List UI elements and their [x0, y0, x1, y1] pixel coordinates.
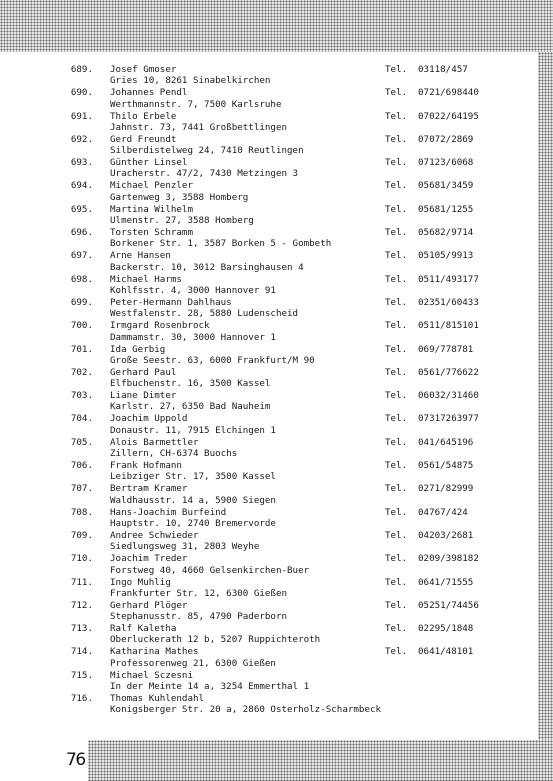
entry-phone	[385, 367, 479, 378]
entry-name: Torsten Schramm	[110, 227, 193, 239]
phone-label: Tel.	[385, 460, 408, 472]
entry-phone	[385, 553, 479, 564]
phone-number: 02351/60433	[418, 296, 479, 308]
entry-name: Ida Gerbig	[110, 343, 166, 355]
entry-address: Elfbuchenstr. 16, 3500 Kassel	[110, 378, 271, 390]
phone-label: Tel.	[385, 250, 408, 262]
entry-number: 706.	[70, 460, 93, 472]
entry-number: 701.	[70, 343, 93, 355]
entry-number: 714.	[70, 646, 93, 658]
entry-address: Silberdistelweg 24, 7410 Reutlingen	[110, 145, 304, 157]
entry-address: Konigsberger Str. 20 a, 2860 Osterholz-Scharmbeck	[110, 704, 382, 716]
entry-number: 690.	[70, 87, 93, 99]
entry-name: Frank Hofmann	[110, 460, 182, 472]
list-item	[0, 507, 538, 530]
entry-address: Backerstr. 10, 3012 Barsinghausen 4	[110, 261, 304, 273]
phone-label: Tel.	[385, 203, 408, 215]
phone-number: 05681/3459	[418, 180, 474, 192]
list-item	[0, 623, 538, 646]
address-list	[0, 64, 538, 716]
entry-name: Katharina Mathes	[110, 646, 199, 658]
entry-number: 710.	[70, 553, 93, 565]
phone-number: 041/645196	[418, 436, 474, 448]
entry-address: Leibziger Str. 17, 3500 Kassel	[110, 471, 276, 483]
entry-phone	[385, 87, 479, 98]
phone-label: Tel.	[385, 87, 408, 99]
entry-address: Karlstr. 27, 6350 Bad Nauheim	[110, 401, 271, 413]
phone-number: 07072/2869	[418, 133, 474, 145]
entry-number: 700.	[70, 320, 93, 332]
entry-name: Gerhard Plöger	[110, 599, 188, 611]
entry-name: Günther Linsel	[110, 157, 188, 169]
entry-phone	[385, 577, 473, 588]
entry-address: Frankfurter Str. 12, 6300 Gießen	[110, 587, 288, 599]
list-item	[0, 297, 538, 320]
entry-address: Siedlungsweg 31, 2803 Weyhe	[110, 541, 260, 553]
entry-address: Stephanusstr. 85, 4790 Paderborn	[110, 611, 288, 623]
entry-address: Hauptstr. 10, 2740 Bremervorde	[110, 517, 276, 529]
list-item	[0, 134, 538, 157]
entry-number: 715.	[70, 669, 93, 681]
list-item	[0, 530, 538, 553]
phone-number: 05251/74456	[418, 599, 479, 611]
phone-number: 0641/71555	[418, 576, 474, 588]
list-item	[0, 437, 538, 460]
phone-label: Tel.	[385, 599, 408, 611]
entry-number: 709.	[70, 529, 93, 541]
list-item	[0, 553, 538, 576]
entry-name: Michael Sczesni	[110, 669, 193, 681]
phone-number: 03118/457	[418, 64, 468, 75]
entry-address: In der Meinte 14 a, 3254 Emmerthal 1	[110, 681, 310, 693]
entry-number: 697.	[70, 250, 93, 262]
phone-label: Tel.	[385, 366, 408, 378]
page-number: 76	[66, 750, 85, 770]
phone-number: 0511/815101	[418, 320, 479, 332]
phone-label: Tel.	[385, 529, 408, 541]
phone-label: Tel.	[385, 227, 408, 239]
phone-number: 05681/1255	[418, 203, 474, 215]
list-item	[0, 274, 538, 297]
entry-number: 707.	[70, 483, 93, 495]
entry-name: Liane Dimter	[110, 390, 177, 402]
entry-address: Gartenweg 3, 3588 Homberg	[110, 191, 249, 203]
entry-name: Michael Penzler	[110, 180, 193, 192]
list-item	[0, 577, 538, 600]
entry-phone	[385, 344, 473, 355]
entry-address: Westfalenstr. 28, 5880 Ludenscheid	[110, 308, 299, 320]
phone-number: 0271/82999	[418, 483, 474, 495]
entry-name: Arne Hansen	[110, 250, 171, 262]
entry-number: 698.	[70, 273, 93, 285]
entry-number: 702.	[70, 366, 93, 378]
phone-label: Tel.	[385, 64, 408, 75]
entry-phone	[385, 600, 479, 611]
entry-name: Hans-Joachim Burfeind	[110, 506, 227, 518]
entry-name: Andree Schwieder	[110, 529, 199, 541]
entry-number: 712.	[70, 599, 93, 611]
phone-number: 0511/493177	[418, 273, 479, 285]
entry-name: Joachim Uppold	[110, 413, 188, 425]
entry-address: Waldhausstr. 14 a, 5900 Siegen	[110, 494, 276, 506]
entry-name: Gerd Freundt	[110, 133, 177, 145]
phone-label: Tel.	[385, 133, 408, 145]
entry-phone	[385, 297, 479, 308]
phone-number: 07317263977	[418, 413, 479, 425]
phone-number: 069/778781	[418, 343, 474, 355]
entry-number: 711.	[70, 576, 93, 588]
entry-phone	[385, 180, 473, 191]
list-item	[0, 320, 538, 343]
entry-phone	[385, 390, 479, 401]
entry-phone	[385, 507, 468, 518]
entry-number: 693.	[70, 157, 93, 169]
entry-phone	[385, 483, 473, 494]
entry-phone	[385, 460, 473, 471]
phone-number: 0721/698440	[418, 87, 479, 99]
phone-label: Tel.	[385, 343, 408, 355]
entry-phone	[385, 623, 473, 634]
list-item	[0, 344, 538, 367]
entry-name: Josef Gmoser	[110, 64, 177, 75]
entry-phone	[385, 204, 473, 215]
entry-number: 705.	[70, 436, 93, 448]
phone-number: 0641/48101	[418, 646, 474, 658]
phone-label: Tel.	[385, 553, 408, 565]
list-item	[0, 64, 538, 87]
entry-address: Jahnstr. 73, 7441 Großbettlingen	[110, 121, 288, 133]
list-item	[0, 250, 538, 273]
entry-phone	[385, 530, 473, 541]
entry-number: 699.	[70, 296, 93, 308]
entry-address: Professorenweg 21, 6300 Gießen	[110, 657, 276, 669]
entry-phone	[385, 320, 479, 331]
phone-number: 02295/1848	[418, 623, 474, 635]
entry-number: 708.	[70, 506, 93, 518]
entry-address: Zillern, CH-6374 Buochs	[110, 448, 238, 460]
entry-phone	[385, 227, 473, 238]
entry-address: Werthmannstr. 7, 7500 Karlsruhe	[110, 98, 282, 110]
phone-label: Tel.	[385, 390, 408, 402]
entry-number: 692.	[70, 133, 93, 145]
phone-label: Tel.	[385, 320, 408, 332]
entry-address: Kohlfsstr. 4, 3000 Hannover 91	[110, 284, 276, 296]
dotted-right-border	[538, 52, 553, 740]
entry-name: Gerhard Paul	[110, 366, 177, 378]
phone-number: 0561/54875	[418, 460, 474, 472]
entry-number: 691.	[70, 110, 93, 122]
entry-name: Johannes Pendl	[110, 87, 188, 99]
phone-number: 04767/424	[418, 506, 468, 518]
entry-number: 713.	[70, 623, 93, 635]
entry-address: Große Seestr. 63, 6000 Frankfurt/M 90	[110, 354, 315, 366]
list-item	[0, 111, 538, 134]
list-item	[0, 180, 538, 203]
entry-address: Oberluckerath 12 b, 5207 Ruppichteroth	[110, 634, 321, 646]
entry-name: Alois Barmettler	[110, 436, 199, 448]
dotted-bottom-border	[88, 740, 553, 781]
entry-phone	[385, 413, 479, 424]
list-item	[0, 693, 538, 716]
entry-number: 704.	[70, 413, 93, 425]
phone-number: 0209/398182	[418, 553, 479, 565]
phone-label: Tel.	[385, 623, 408, 635]
entry-name: Michael Harms	[110, 273, 182, 285]
phone-number: 05105/9913	[418, 250, 474, 262]
entry-name: Thomas Kuhlendahl	[110, 693, 205, 705]
dotted-top-border	[0, 0, 553, 52]
phone-label: Tel.	[385, 296, 408, 308]
list-item	[0, 670, 538, 693]
entry-name: Bertram Kramer	[110, 483, 188, 495]
entry-address: Uracherstr. 47/2, 7430 Metzingen 3	[110, 168, 299, 180]
list-item	[0, 157, 538, 180]
entry-address: Ulmenstr. 27, 3588 Homberg	[110, 215, 254, 227]
entry-name: Ralf Kaletha	[110, 623, 177, 635]
phone-label: Tel.	[385, 110, 408, 122]
phone-number: 06032/31460	[418, 390, 479, 402]
phone-label: Tel.	[385, 180, 408, 192]
entry-name: Thilo Erbele	[110, 110, 177, 122]
entry-address: Gries 10, 8261 Sinabelkirchen	[110, 75, 271, 87]
entry-number: 694.	[70, 180, 93, 192]
list-item	[0, 600, 538, 623]
phone-label: Tel.	[385, 413, 408, 425]
list-item	[0, 87, 538, 110]
entry-phone	[385, 157, 473, 168]
phone-label: Tel.	[385, 157, 408, 169]
entry-phone	[385, 646, 473, 657]
entry-name: Irmgard Rosenbrock	[110, 320, 210, 332]
list-item	[0, 204, 538, 227]
list-item	[0, 413, 538, 436]
list-item	[0, 483, 538, 506]
entry-name: Ingo Muhlig	[110, 576, 171, 588]
entry-phone	[385, 111, 479, 122]
entry-name: Peter-Hermann Dahlhaus	[110, 296, 232, 308]
phone-number: 05682/9714	[418, 227, 474, 239]
phone-number: 0561/776622	[418, 366, 479, 378]
phone-label: Tel.	[385, 646, 408, 658]
entry-address: Donaustr. 11, 7915 Elchingen 1	[110, 424, 276, 436]
entry-name: Joachim Treder	[110, 553, 188, 565]
entry-number: 689.	[70, 64, 93, 75]
entry-address: Forstweg 40, 4660 Gelsenkirchen-Buer	[110, 564, 310, 576]
list-item	[0, 646, 538, 669]
phone-label: Tel.	[385, 483, 408, 495]
phone-number: 07123/6068	[418, 157, 474, 169]
entry-phone	[385, 134, 473, 145]
phone-label: Tel.	[385, 506, 408, 518]
entry-address: Dammamstr. 30, 3000 Hannover 1	[110, 331, 276, 343]
entry-address: Borkener Str. 1, 3587 Borken 5 - Gombeth	[110, 238, 332, 250]
entry-phone	[385, 250, 473, 261]
entry-number: 696.	[70, 227, 93, 239]
phone-label: Tel.	[385, 273, 408, 285]
phone-number: 07022/64195	[418, 110, 479, 122]
entry-name: Martina Wilhelm	[110, 203, 193, 215]
entry-number: 716.	[70, 693, 93, 705]
entry-phone	[385, 64, 468, 75]
entry-phone	[385, 437, 473, 448]
entry-phone	[385, 274, 479, 285]
list-item	[0, 390, 538, 413]
phone-label: Tel.	[385, 436, 408, 448]
list-item	[0, 460, 538, 483]
phone-number: 04203/2681	[418, 529, 474, 541]
entry-number: 703.	[70, 390, 93, 402]
list-item	[0, 227, 538, 250]
phone-label: Tel.	[385, 576, 408, 588]
list-item	[0, 367, 538, 390]
entry-number: 695.	[70, 203, 93, 215]
